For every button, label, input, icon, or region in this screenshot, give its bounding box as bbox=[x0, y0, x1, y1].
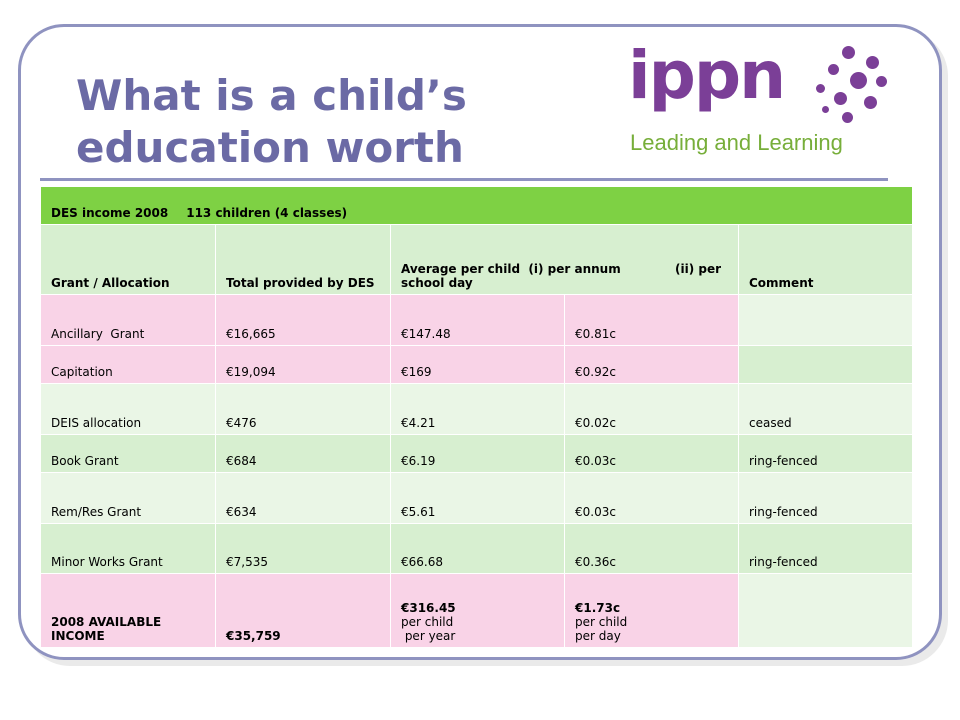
title-line-2: education worth bbox=[76, 123, 464, 172]
cell-day: €0.03c bbox=[565, 435, 739, 473]
cell-annum: €66.68 bbox=[391, 524, 565, 574]
cell-grant: Capitation bbox=[41, 346, 216, 384]
cell-day: €0.02c bbox=[565, 384, 739, 435]
cell-total: €16,665 bbox=[216, 295, 391, 346]
table-row bbox=[41, 346, 913, 384]
table-row bbox=[41, 384, 913, 435]
cell-annum: €169 bbox=[391, 346, 565, 384]
total-annum-line2: per child bbox=[401, 615, 454, 629]
cell-grant: Minor Works Grant bbox=[41, 524, 216, 574]
total-day-line2: per child bbox=[575, 615, 628, 629]
income-table bbox=[40, 186, 913, 648]
ippn-logo bbox=[628, 37, 898, 168]
banner-children-label: 113 children (4 classes) bbox=[186, 205, 348, 220]
cell-day: €0.92c bbox=[565, 346, 739, 384]
cell-total: €634 bbox=[216, 473, 391, 524]
table-row bbox=[41, 473, 913, 524]
header-comment: Comment bbox=[739, 225, 913, 295]
cell-comment: ring-fenced bbox=[739, 473, 913, 524]
cell-comment: ring-fenced bbox=[739, 435, 913, 473]
logo-tagline: Leading and Learning bbox=[630, 130, 843, 155]
cell-annum: €147.48 bbox=[391, 295, 565, 346]
cell-grant: Rem/Res Grant bbox=[41, 473, 216, 524]
header-grant: Grant / Allocation bbox=[41, 225, 216, 295]
header-average: Average per child (i) per annum (ii) per school day bbox=[391, 225, 739, 295]
cell-grant: DEIS allocation bbox=[41, 384, 216, 435]
cell-day: €0.81c bbox=[565, 295, 739, 346]
cell-grant: Ancillary Grant bbox=[41, 295, 216, 346]
total-annum-line3: per year bbox=[401, 629, 456, 643]
banner-income-label: DES income 2008 bbox=[51, 205, 169, 220]
cell-total: €476 bbox=[216, 384, 391, 435]
logo-wordmark: ippn bbox=[628, 37, 785, 114]
total-day-value: €1.73c bbox=[575, 601, 621, 615]
table-header-row bbox=[41, 225, 913, 295]
total-day-line3: per day bbox=[575, 629, 621, 643]
cell-annum: €4.21 bbox=[391, 384, 565, 435]
cell-comment bbox=[739, 295, 913, 346]
total-comment bbox=[739, 574, 913, 648]
table-row bbox=[41, 435, 913, 473]
cell-comment: ring-fenced bbox=[739, 524, 913, 574]
header-total: Total provided by DES bbox=[216, 225, 391, 295]
cell-total: €19,094 bbox=[216, 346, 391, 384]
table-row bbox=[41, 295, 913, 346]
total-annum-value: €316.45 bbox=[401, 601, 456, 615]
cell-total: €7,535 bbox=[216, 524, 391, 574]
cell-grant: Book Grant bbox=[41, 435, 216, 473]
title-divider bbox=[40, 178, 888, 181]
total-amount: €35,759 bbox=[216, 574, 391, 648]
title-line-1: What is a child’s bbox=[76, 71, 467, 120]
cell-day: €0.36c bbox=[565, 524, 739, 574]
table-total-row bbox=[41, 574, 913, 648]
slide-title bbox=[76, 70, 596, 174]
total-day bbox=[565, 574, 739, 648]
total-grant: 2008 AVAILABLE INCOME bbox=[41, 574, 216, 648]
table-banner-row bbox=[41, 187, 913, 225]
total-annum bbox=[391, 574, 565, 648]
cell-total: €684 bbox=[216, 435, 391, 473]
cell-day: €0.03c bbox=[565, 473, 739, 524]
cell-annum: €6.19 bbox=[391, 435, 565, 473]
cell-annum: €5.61 bbox=[391, 473, 565, 524]
table-row bbox=[41, 524, 913, 574]
cell-comment bbox=[739, 346, 913, 384]
cell-comment: ceased bbox=[739, 384, 913, 435]
